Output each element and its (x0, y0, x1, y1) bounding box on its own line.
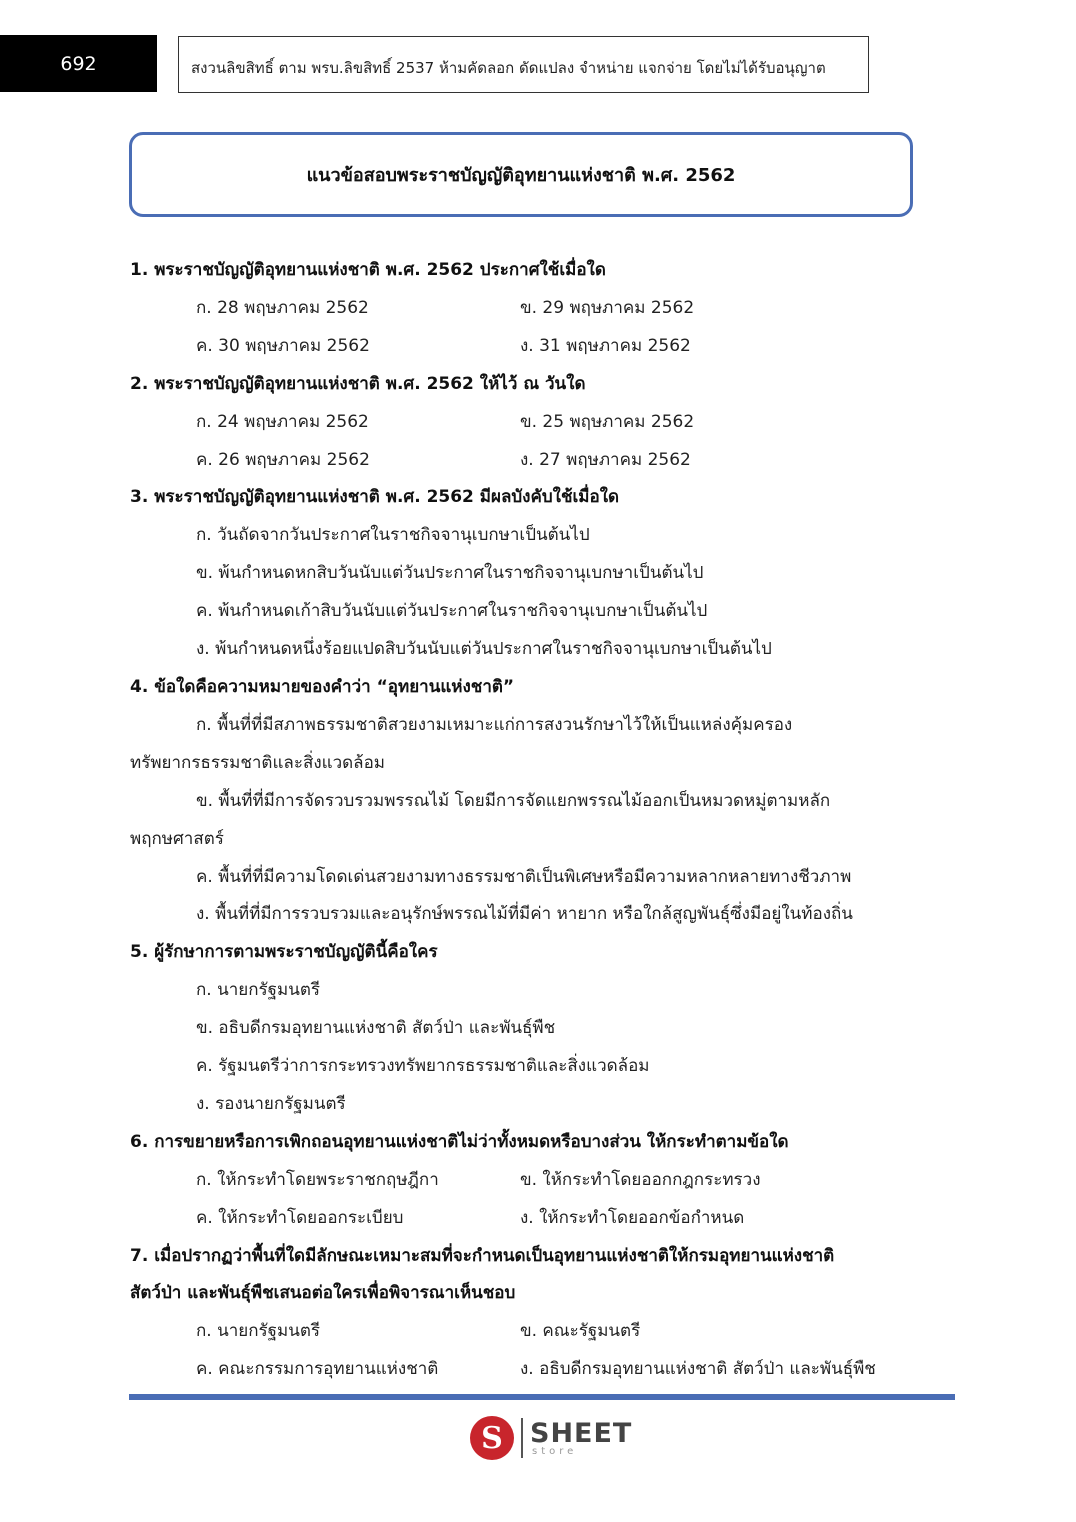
option-b: ข. พ้นกำหนดหกสิบวันนับแต่วันประกาศในราชกิจจานุเบกษาเป็นต้นไป (196, 563, 704, 584)
logo-icon: S (470, 1416, 514, 1460)
question-7: 7. เมื่อปรากฏว่าพื้นที่ใดมีลักษณะเหมาะสมที่จะกำหนดเป็นอุทยานแห่งชาติให้กรมอุทยานแห่งชาติ (130, 1245, 835, 1266)
option-a: ก. 28 พฤษภาคม 2562 (196, 297, 369, 318)
options-row (130, 404, 930, 442)
option-d: ง. 27 พฤษภาคม 2562 (520, 449, 691, 470)
sheet-store-logo (470, 1416, 632, 1460)
question-1: 1. พระราชบัญญัติอุทยานแห่งชาติ พ.ศ. 2562 ประกาศใช้เมื่อใด (130, 260, 606, 280)
option-c: ค. คณะกรรมการอุทยานแห่งชาติ (196, 1359, 439, 1380)
copyright-notice: สงวนลิขสิทธิ์ ตาม พรบ.ลิขสิทธิ์ 2537 ห้ามคัดลอก ดัดแปลง จำหน่าย แจกจ่าย โดยไม่ได้รับอนุญาต (178, 36, 869, 93)
question-7-continued: สัตว์ป่า และพันธุ์พืชเสนอต่อใครเพื่อพิจารณาเห็นชอบ (130, 1283, 516, 1304)
option-b: ข. พื้นที่ที่มีการจัดรวบรวมพรรณไม้ โดยมีการจัดแยกพรรณไม้ออกเป็นหมวดหมู่ตามหลัก (196, 790, 831, 811)
option-c: ค. รัฐมนตรีว่าการกระทรวงทรัพยากรธรรมชาติและสิ่งแวดล้อม (196, 1056, 650, 1077)
logo-sub-text: store (532, 1445, 578, 1457)
option-c: ค. พื้นที่ที่มีความโดดเด่นสวยงามทางธรรมชาติเป็นพิเศษหรือมีความหลากหลายทางชีวภาพ (196, 866, 852, 887)
option-c: ค. พ้นกำหนดเก้าสิบวันนับแต่วันประกาศในราชกิจจานุเบกษาเป็นต้นไป (196, 601, 708, 622)
option-b: ข. ให้กระทำโดยออกกฎกระทรวง (520, 1169, 761, 1190)
option-a-continued: ทรัพยากรธรรมชาติและสิ่งแวดล้อม (130, 752, 385, 773)
question-5: 5. ผู้รักษาการตามพระราชบัญญัตินี้คือใคร (130, 942, 438, 963)
question-4: 4. ข้อใดคือความหมายของคำว่า “อุทยานแห่งชาติ” (130, 676, 515, 697)
page-number: 692 (0, 35, 157, 92)
option-c: ค. 26 พฤษภาคม 2562 (196, 449, 370, 470)
option-d: ง. พ้นกำหนดหนึ่งร้อยแปดสิบวันนับแต่วันประกาศในราชกิจจานุเบกษาเป็นต้นไป (196, 639, 772, 660)
option-d: ง. 31 พฤษภาคม 2562 (520, 335, 691, 356)
option-b: ข. 29 พฤษภาคม 2562 (520, 297, 695, 318)
option-d: ง. รองนายกรัฐมนตรี (196, 1093, 346, 1114)
question-list (130, 252, 930, 1389)
option-b-continued: พฤกษศาสตร์ (130, 828, 224, 849)
options-row (130, 1351, 930, 1389)
question-2: 2. พระราชบัญญัติอุทยานแห่งชาติ พ.ศ. 2562 ให้ไว้ ณ วันใด (130, 373, 586, 394)
option-b: ข. คณะรัฐมนตรี (520, 1321, 641, 1342)
options-row (130, 328, 930, 366)
option-a: ก. 24 พฤษภาคม 2562 (196, 411, 369, 432)
option-a: ก. นายกรัฐมนตรี (196, 1321, 321, 1342)
option-a: ก. วันถัดจากวันประกาศในราชกิจจานุเบกษาเป็นต้นไป (196, 525, 590, 546)
logo-text (530, 1417, 633, 1457)
option-a: ก. พื้นที่ที่มีสภาพธรรมชาติสวยงามเหมาะแก่การสงวนรักษาไว้ให้เป็นแหล่งคุ้มครอง (196, 714, 793, 735)
options-row (130, 290, 930, 328)
logo-divider (521, 1418, 523, 1458)
options-row (130, 1200, 930, 1238)
logo-main-text: SHEET (530, 1417, 633, 1449)
option-d: ง. พื้นที่ที่มีการรวบรวมและอนุรักษ์พรรณไม้ที่มีค่า หายาก หรือใกล้สูญพันธุ์ซึ่งมีอยู่ในท้องถิ่น (196, 904, 853, 925)
page-title (129, 132, 913, 217)
options-row (130, 1313, 930, 1351)
option-a: ก. นายกรัฐมนตรี (196, 980, 321, 1001)
option-a: ก. ให้กระทำโดยพระราชกฤษฎีกา (196, 1169, 439, 1190)
option-c: ค. ให้กระทำโดยออกระเบียบ (196, 1207, 404, 1228)
question-6: 6. การขยายหรือการเพิกถอนอุทยานแห่งชาติไม่ว่าทั้งหมดหรือบางส่วน ให้กระทำตามข้อใด (130, 1131, 789, 1152)
option-b: ข. 25 พฤษภาคม 2562 (520, 411, 695, 432)
option-b: ข. อธิบดีกรมอุทยานแห่งชาติ สัตว์ป่า และพันธุ์พืช (196, 1018, 556, 1039)
options-row (130, 442, 930, 480)
option-d: ง. ให้กระทำโดยออกข้อกำหนด (520, 1207, 745, 1228)
footer-divider (129, 1394, 955, 1400)
page-title-text: แนวข้อสอบพระราชบัญญัติอุทยานแห่งชาติ พ.ศ. 2562 (306, 165, 736, 186)
option-d: ง. อธิบดีกรมอุทยานแห่งชาติ สัตว์ป่า และพันธุ์พืช (520, 1359, 876, 1380)
options-row (130, 1162, 930, 1200)
question-3: 3. พระราชบัญญัติอุทยานแห่งชาติ พ.ศ. 2562 มีผลบังคับใช้เมื่อใด (130, 487, 620, 508)
option-c: ค. 30 พฤษภาคม 2562 (196, 335, 370, 356)
